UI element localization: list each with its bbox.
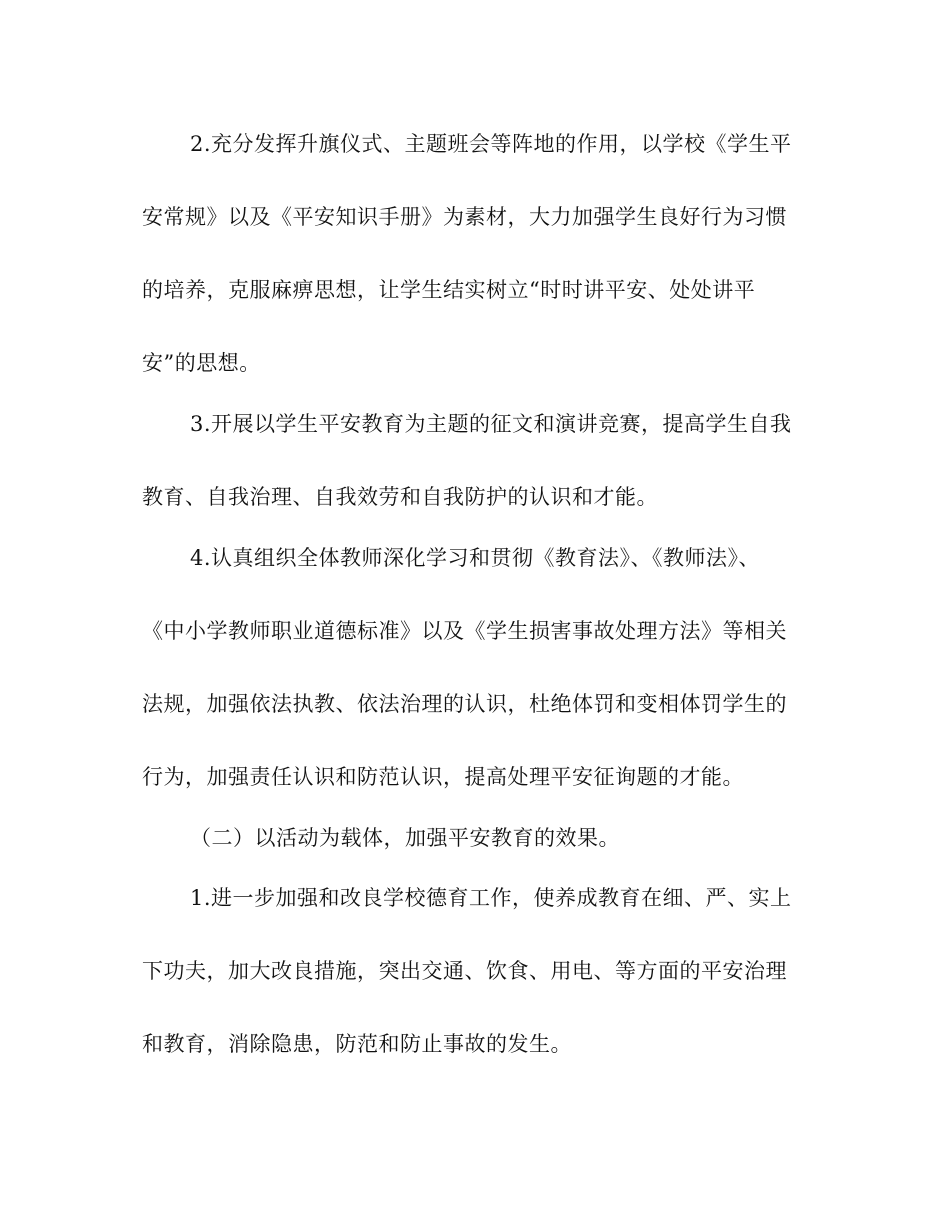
paragraph-1-line-2: 下功夫，加大改良措施，突出交通、饮食、用电、等方面的平安治理 <box>142 959 787 983</box>
paragraph-1-line-1: 1.进一步加强和改良学校德育工作，使养成教育在细、严、实上 <box>190 886 792 910</box>
paragraph-3-line-2: 教育、自我治理、自我效劳和自我防护的认识和才能。 <box>142 485 658 509</box>
paragraph-1-line-3: 和教育，消除隐患，防范和防止事故的发生。 <box>142 1032 572 1056</box>
section-heading-2: （二）以活动为载体，加强平安教育的效果。 <box>190 826 620 850</box>
paragraph-4-line-3: 法规，加强依法执教、依法治理的认识，杜绝体罚和变相体罚学生的 <box>142 692 787 716</box>
paragraph-2-line-3: 的培养，克服麻痹思想，让学生结实树立“时时讲平安、处处讲平 <box>142 278 756 302</box>
paragraph-4-line-1: 4.认真组织全体教师深化学习和贯彻《教育法》、《教师法》、 <box>190 546 761 570</box>
paragraph-2-line-2: 安常规》以及《平安知识手册》为素材，大力加强学生良好行为习惯 <box>142 205 787 229</box>
paragraph-4-line-2: 《中小学教师职业道德标准》以及《学生损害事故处理方法》等相关 <box>142 619 787 643</box>
paragraph-4-line-4: 行为，加强责任认识和防范认识，提高处理平安征询题的才能。 <box>142 765 744 789</box>
paragraph-2-line-4: 安”的思想。 <box>142 351 261 375</box>
paragraph-2-line-1: 2.充分发挥升旗仪式、主题班会等阵地的作用，以学校《学生平 <box>190 132 792 156</box>
paragraph-3-line-1: 3.开展以学生平安教育为主题的征文和演讲竞赛，提高学生自我 <box>190 412 792 436</box>
